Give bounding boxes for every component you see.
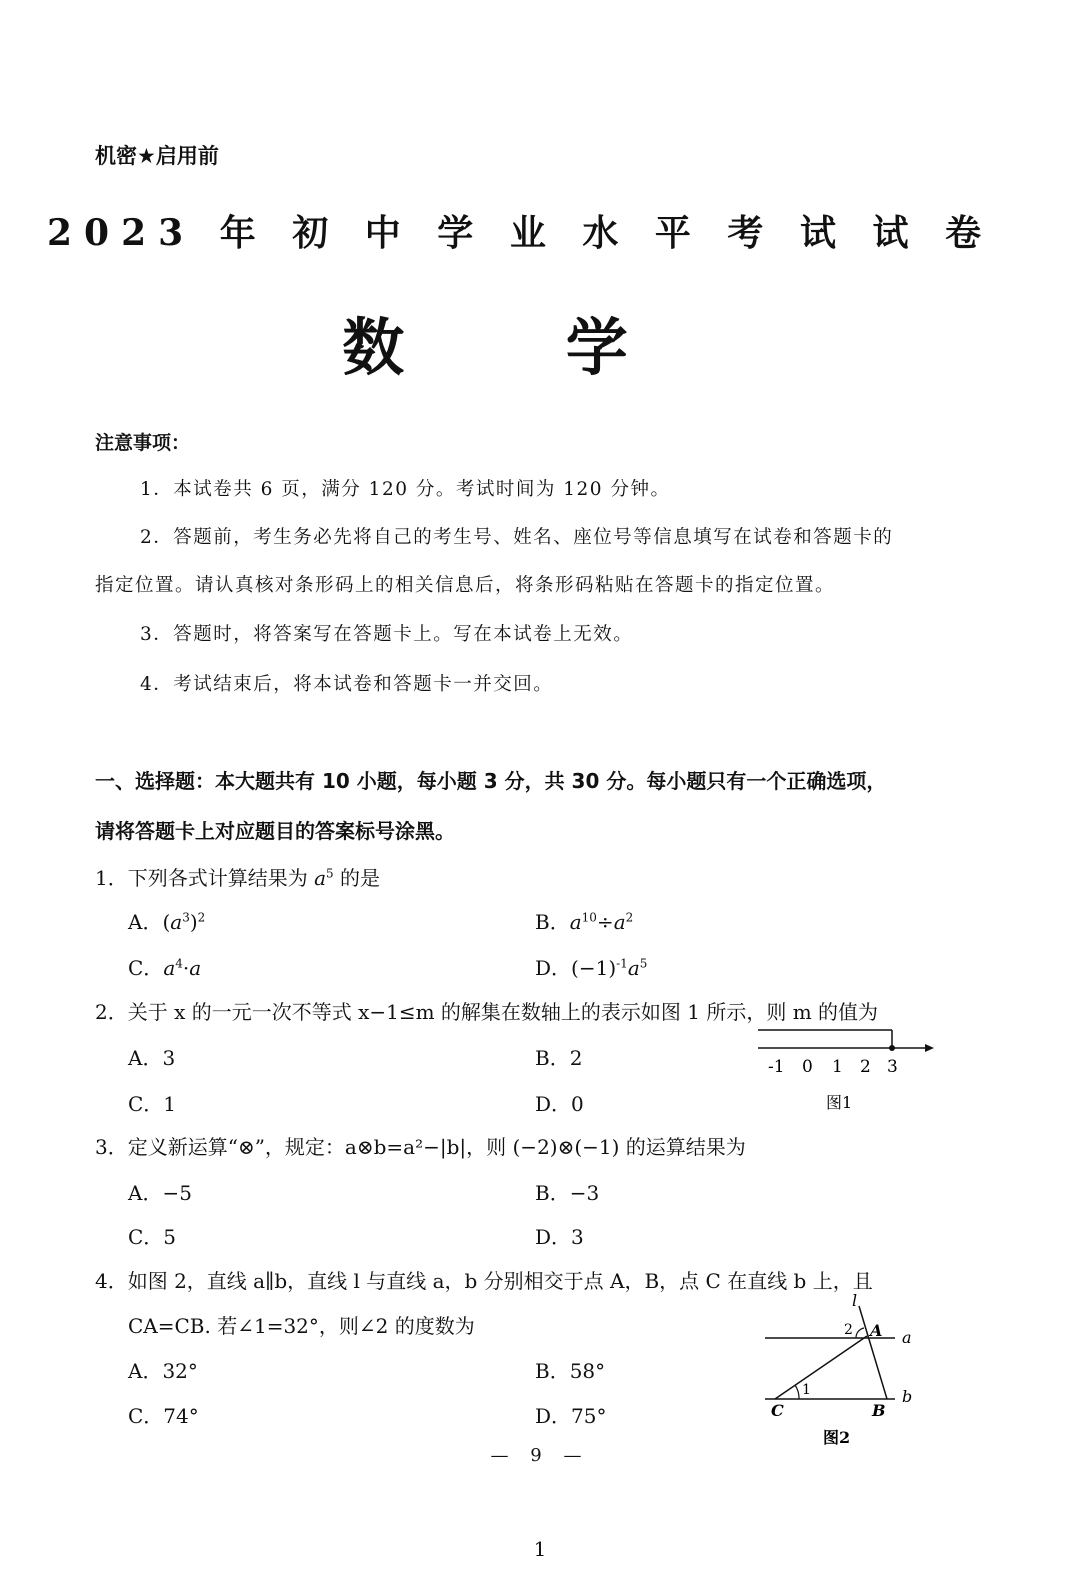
confidential-label: 机密★启用前	[95, 144, 219, 168]
exam-title: 2023 年 初 中 学 业 水 平 考 试 试 卷	[46, 212, 994, 254]
label-angle-1: 1	[802, 1382, 811, 1398]
page-marker: — 9 —	[490, 1445, 590, 1466]
question-3-option-b: B．−3	[535, 1181, 600, 1205]
subject-title: 数 学	[342, 311, 698, 384]
label-a: a	[902, 1328, 912, 1347]
question-3-option-c: C．5	[128, 1225, 177, 1249]
question-4-stem-line1: 4．如图 2，直线 a∥b，直线 l 与直线 a，b 分别相交于点 A，B，点 C 在直线 b 上，且	[95, 1269, 873, 1293]
question-1-stem: 1．下列各式计算结果为 $a^5$ 的是	[95, 866, 381, 890]
tick-label-3: 3	[887, 1057, 898, 1077]
label-B: B	[872, 1401, 886, 1420]
tick-label-neg1: -1	[768, 1057, 785, 1077]
section1-instruction-line1: 一、选择题：本大题共有 10 小题，每小题 3 分，共 30 分。每小题只有一个正确选项，	[95, 769, 887, 793]
notice-item-2: 2．答题前，考生务必先将自己的考生号、姓名、座位号等信息填写在试卷和答题卡的	[140, 527, 894, 548]
tick-label-1: 1	[832, 1057, 843, 1077]
notice-heading: 注意事项：	[95, 432, 191, 454]
question-4-stem-line2: CA=CB. 若∠1=32°，则∠2 的度数为	[128, 1314, 475, 1338]
label-l: l	[852, 1291, 858, 1310]
question-2-option-b: B．2	[535, 1046, 583, 1070]
notice-item-3: 3．答题时，将答案写在答题卡上。写在本试卷上无效。	[140, 624, 634, 645]
figure-1-caption: 图1	[826, 1093, 853, 1112]
question-4-option-c: C．74°	[128, 1404, 199, 1428]
question-4-option-a: A．32°	[128, 1359, 198, 1383]
question-2-option-c: C．1	[128, 1092, 177, 1116]
question-3-option-d: D．3	[535, 1225, 584, 1249]
notice-item-2-cont: 指定位置。请认真核对条形码上的相关信息后，将条形码粘贴在答题卡的指定位置。	[95, 575, 836, 596]
page-number: 1	[533, 1537, 547, 1561]
parallel-lines-figure	[755, 1288, 935, 1450]
tick-label-2: 2	[860, 1057, 871, 1077]
number-line-figure	[750, 1020, 940, 1115]
notice-item-1: 1．本试卷共 6 页，满分 120 分。考试时间为 120 分钟。	[140, 479, 671, 500]
section1-instruction-line2: 请将答题卡上对应题目的答案标号涂黑。	[95, 819, 455, 843]
question-4-option-b: B．58°	[535, 1359, 606, 1383]
question-2-option-d: D．0	[535, 1092, 584, 1116]
label-b: b	[902, 1387, 913, 1406]
label-angle-2: 2	[844, 1322, 853, 1338]
tick-label-0: 0	[802, 1057, 813, 1077]
question-2-option-a: A．3	[128, 1046, 176, 1070]
label-A: A	[870, 1321, 883, 1340]
notice-item-4: 4．考试结束后，将本试卷和答题卡一并交回。	[140, 674, 554, 695]
question-1-option-a: A．$(a^3)^2$	[128, 910, 206, 934]
question-1-option-d: D．$(-1)^{-1}a^5$	[535, 956, 648, 980]
figure-2-caption: 图2	[823, 1428, 851, 1447]
question-1-option-c: C．$a^4\cdot a$	[128, 956, 202, 980]
question-3-stem: 3．定义新运算“⊗”，规定：a⊗b=a²−|b|，则 (−2)⊗(−1) 的运算结果为	[95, 1135, 746, 1159]
question-1-option-b: B．$a^{10}\div a^2$	[535, 910, 634, 934]
label-C: C	[771, 1401, 784, 1420]
question-4-option-d: D．75°	[535, 1404, 607, 1428]
question-2-stem: 2．关于 x 的一元一次不等式 x−1≤m 的解集在数轴上的表示如图 1 所示，则 m 的值为	[95, 1000, 879, 1024]
question-3-option-a: A．−5	[128, 1181, 192, 1205]
